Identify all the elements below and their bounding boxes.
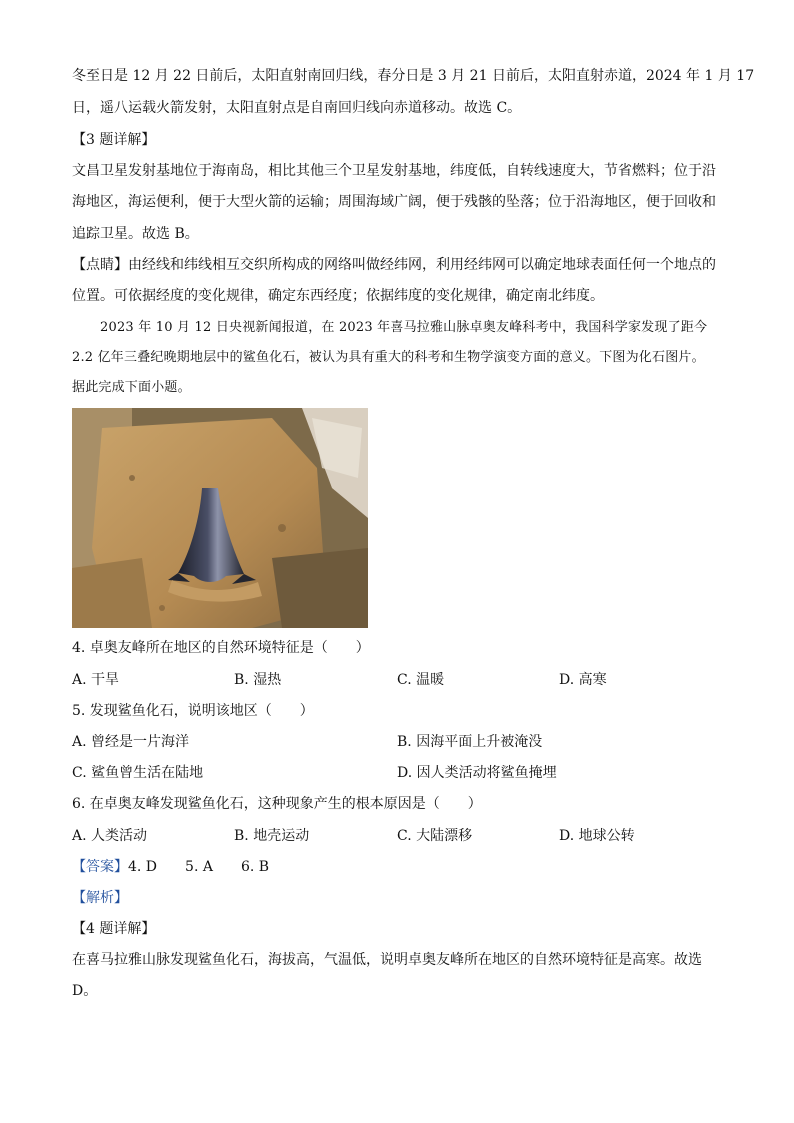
question-stem: 6. 在卓奥友峰发现鲨鱼化石，这种现象产生的根本原因是（ ） <box>72 796 482 812</box>
question-option: B. 因海平面上升被淹没 <box>397 734 543 750</box>
intro-line: 2023 年 10 月 12 日央视新闻报道，在 2023 年喜马拉雅山脉卓奥友峰科考中，我国科学家发现了距今 <box>100 320 708 335</box>
q4-detail-heading: 【4 题详解】 <box>72 921 156 937</box>
answer-values: 4. D 5. A 6. B <box>128 859 270 875</box>
question-stem: 5. 发现鲨鱼化石，说明该地区（ ） <box>72 703 314 719</box>
answer-line <box>72 857 722 877</box>
question-option: B. 地壳运动 <box>234 828 310 844</box>
q3-detail-line: 文昌卫星发射基地位于海南岛，相比其他三个卫星发射基地，纬度低，自转线速度大，节省燃料；位于沿 <box>72 163 716 179</box>
paragraph-line: 冬至日是 12 月 22 日前后，太阳直射南回归线，春分日是 3 月 21 日前后，太阳直射赤道，2024 年 1 月 17 <box>72 68 755 84</box>
q3-detail-heading: 【3 题详解】 <box>72 132 156 148</box>
question-option: D. 因人类活动将鲨鱼掩埋 <box>397 765 557 781</box>
answer-label: 【答案】 <box>72 859 128 875</box>
q4-detail-line: 在喜马拉雅山脉发现鲨鱼化石，海拔高，气温低，说明卓奥友峰所在地区的自然环境特征是高寒。故选 <box>72 952 702 968</box>
question-option: A. 曾经是一片海洋 <box>72 734 190 750</box>
paragraph-line: 日，遥八运载火箭发射，太阳直射点是自南回归线向赤道移动。故选 C。 <box>72 100 522 116</box>
q4-detail-line: D。 <box>72 983 98 999</box>
question-option: D. 高寒 <box>559 672 607 688</box>
question-stem: 4. 卓奥友峰所在地区的自然环境特征是（ ） <box>72 640 370 656</box>
q3-detail-line: 海地区，海运便利，便于大型火箭的运输；周围海域广阔，便于残骸的坠落；位于沿海地区，便于回收和 <box>72 194 716 210</box>
tip-label: 【点睛】 <box>72 257 128 273</box>
question-option: C. 大陆漂移 <box>397 828 473 844</box>
tip-line: 位置。可依据经度的变化规律，确定东西经度；依据纬度的变化规律，确定南北纬度。 <box>72 288 604 304</box>
intro-line: 据此完成下面小题。 <box>72 380 191 395</box>
question-option: B. 湿热 <box>234 672 282 688</box>
question-option: C. 鲨鱼曾生活在陆地 <box>72 765 204 781</box>
question-option: C. 温暖 <box>397 672 445 688</box>
q3-detail-line: 追踪卫星。故选 B。 <box>72 226 199 242</box>
tip-line <box>72 255 722 275</box>
shark-fossil-photo <box>72 408 368 628</box>
tip-text: 由经线和纬线相互交织所构成的网络叫做经纬网，利用经纬网可以确定地球表面任何一个地点的 <box>128 257 716 273</box>
question-option: D. 地球公转 <box>559 828 635 844</box>
question-option: A. 人类活动 <box>72 828 148 844</box>
question-option: A. 干旱 <box>72 672 120 688</box>
intro-line: 2.2 亿年三叠纪晚期地层中的鲨鱼化石，被认为具有重大的科考和生物学演变方面的意义。下图为化石图片。 <box>72 350 705 365</box>
analysis-label: 【解析】 <box>72 890 128 906</box>
